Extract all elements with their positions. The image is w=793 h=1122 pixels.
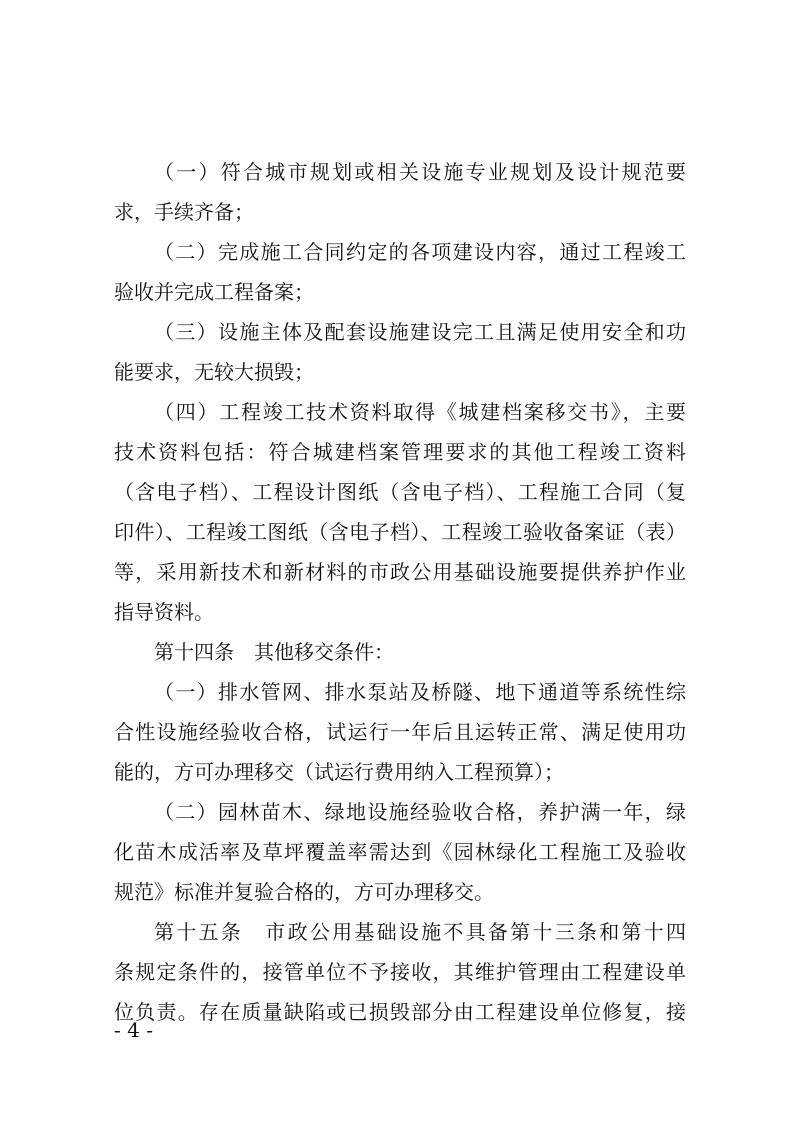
document-body — [114, 152, 686, 1032]
paragraph-line: 指导资料。 — [114, 600, 214, 624]
paragraph-line: 印件）、工程竣工图纸（含电子档）、工程竣工验收备案证（表） — [114, 520, 686, 544]
paragraph-line: （一）符合城市规划或相关设施专业规划及设计规范要 — [154, 160, 686, 184]
paragraph-line: （二）完成施工合同约定的各项建设内容，通过工程竣工 — [154, 240, 686, 264]
paragraph-line: 等，采用新技术和新材料的市政公用基础设施要提供养护作业 — [114, 560, 686, 584]
paragraph-line: 规范》标准并复验合格的，方可办理移交。 — [114, 880, 494, 904]
paragraph-line: （含电子档）、工程设计图纸（含电子档）、工程施工合同（复 — [114, 480, 686, 504]
page-number: - 4 - — [114, 1018, 153, 1042]
paragraph-line: （一）排水管网、排水泵站及桥隧、地下通道等系统性综 — [154, 680, 686, 704]
paragraph-line: （二）园林苗木、绿地设施经验收合格，养护满一年，绿 — [154, 800, 686, 824]
paragraph-line: （四）工程竣工技术资料取得《城建档案移交书》，主要 — [154, 400, 686, 424]
paragraph-line: 条规定条件的，接管单位不予接收，其维护管理由工程建设单 — [114, 960, 686, 984]
paragraph-line: 验收并完成工程备案； — [114, 280, 314, 304]
paragraph-line: （三）设施主体及配套设施建设完工且满足使用安全和功 — [154, 320, 686, 344]
paragraph-line: 化苗木成活率及草坪覆盖率需达到《园林绿化工程施工及验收 — [114, 840, 686, 864]
paragraph-line: 合性设施经验收合格，试运行一年后且运转正常、满足使用功 — [114, 720, 686, 744]
paragraph-line: 能要求，无较大损毁； — [114, 360, 314, 384]
paragraph-line: 技术资料包括：符合城建档案管理要求的其他工程竣工资料 — [114, 440, 686, 464]
article-heading: 第十五条 市政公用基础设施不具备第十三条和第十四 — [154, 920, 686, 944]
paragraph-line: 求，手续齐备； — [114, 200, 254, 224]
article-heading: 第十四条 其他移交条件： — [154, 640, 394, 664]
paragraph-line: 能的，方可办理移交（试运行费用纳入工程预算）； — [114, 760, 564, 784]
paragraph-line: 位负责。存在质量缺陷或已损毁部分由工程建设单位修复，接 — [114, 1000, 686, 1024]
